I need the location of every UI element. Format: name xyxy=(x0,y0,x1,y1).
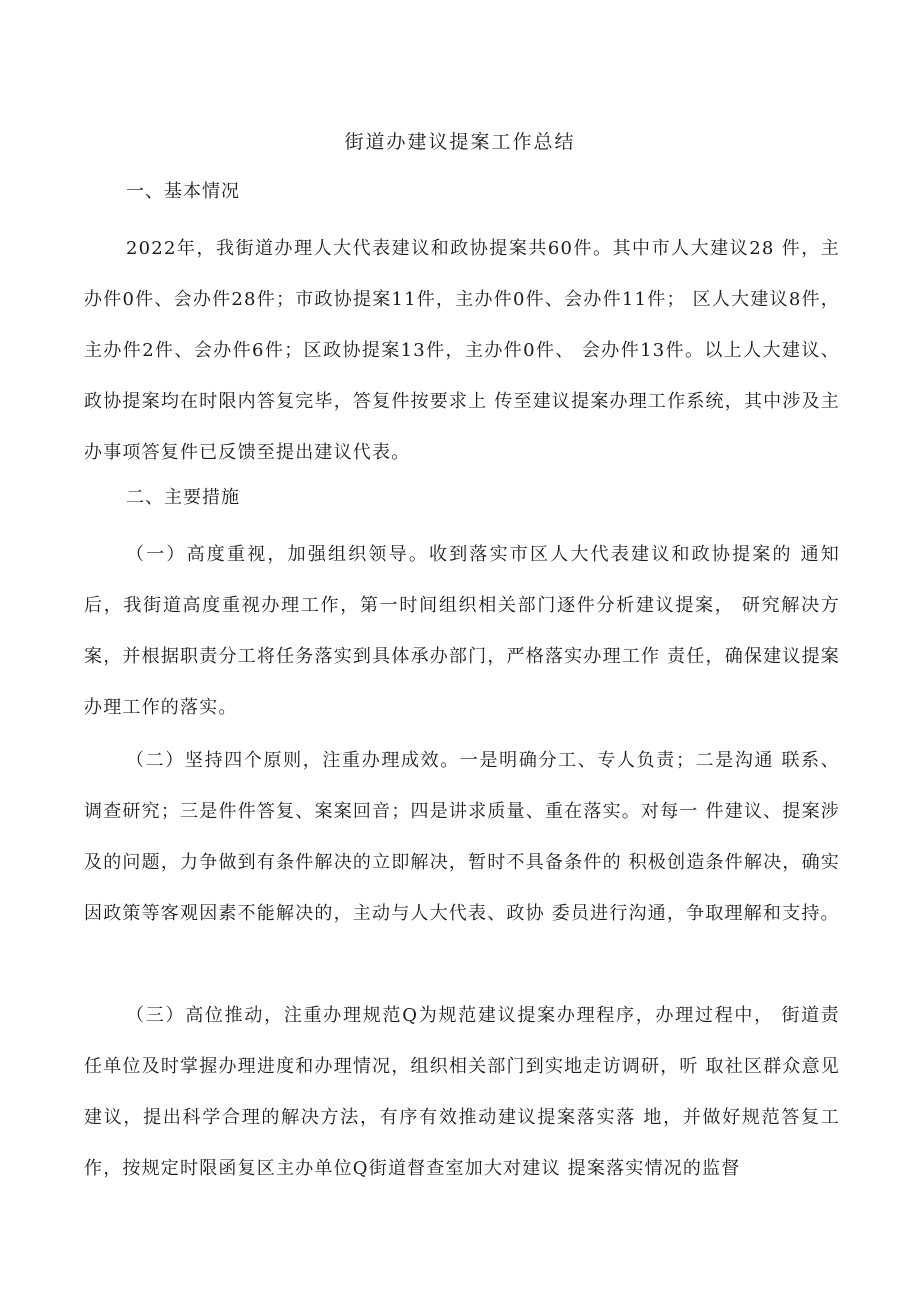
section-heading-basic-situation: 一、基本情况 xyxy=(126,181,240,202)
paragraph-measure-2: （二）坚持四个原则，注重办理成效。一是明确分工、专人负责；二是沟通 联系、调查研究；三是件件答复、案案回音；四是讲求质量、重在落实。对每一 件建议、提案涉及的问题，力争做到有条件解决的立即解决，暂时不具备条件的 积极创造条件解决，确实因政策等客观因素不能解决的，主动与人大代表、政协 委员进行沟通，争取理解和支持。 xyxy=(84,750,840,924)
paragraph-measure-1: （一）高度重视，加强组织领导。收到落实市区人大代表建议和政协提案的 通知后，我街道高度重视办理工作，第一时间组织相关部门逐件分析建议提案， 研究解决方案，并根据职责分工将任务落实到具体承办部门，严格落实办理工作 责任，确保建议提案办理工作的落实。 xyxy=(84,544,840,718)
paragraph-basic-situation: 2022年，我街道办理人大代表建议和政协提案共60件。其中市人大建议28 件，主办件0件、会办件28件；市政协提案11件，主办件0件、会办件11件； 区人大建议8件，主办件2件、会办件6件；区政协提案13件，主办件0件、 会办件13件。以上人大建议、政协提案均在时限内答复完毕，答复件按要求上 传至建议提案办理工作系统，其中涉及主办事项答复件已反馈至提出建议代表。 xyxy=(84,238,840,463)
paragraph-measure-3: （三）高位推动，注重办理规范Q为规范建议提案办理程序，办理过程中， 街道责任单位及时掌握办理进度和办理情况，组织相关部门到实地走访调研，听 取社区群众意见建议，提出科学合理的解决方法，有序有效推动建议提案落实落 地，并做好规范答复工作，按规定时限函复区主办单位Q街道督查室加大对建议 提案落实情况的监督 xyxy=(84,1005,840,1179)
section-heading-main-measures: 二、主要措施 xyxy=(126,487,240,508)
document-title: 街道办建议提案工作总结 xyxy=(344,131,576,153)
